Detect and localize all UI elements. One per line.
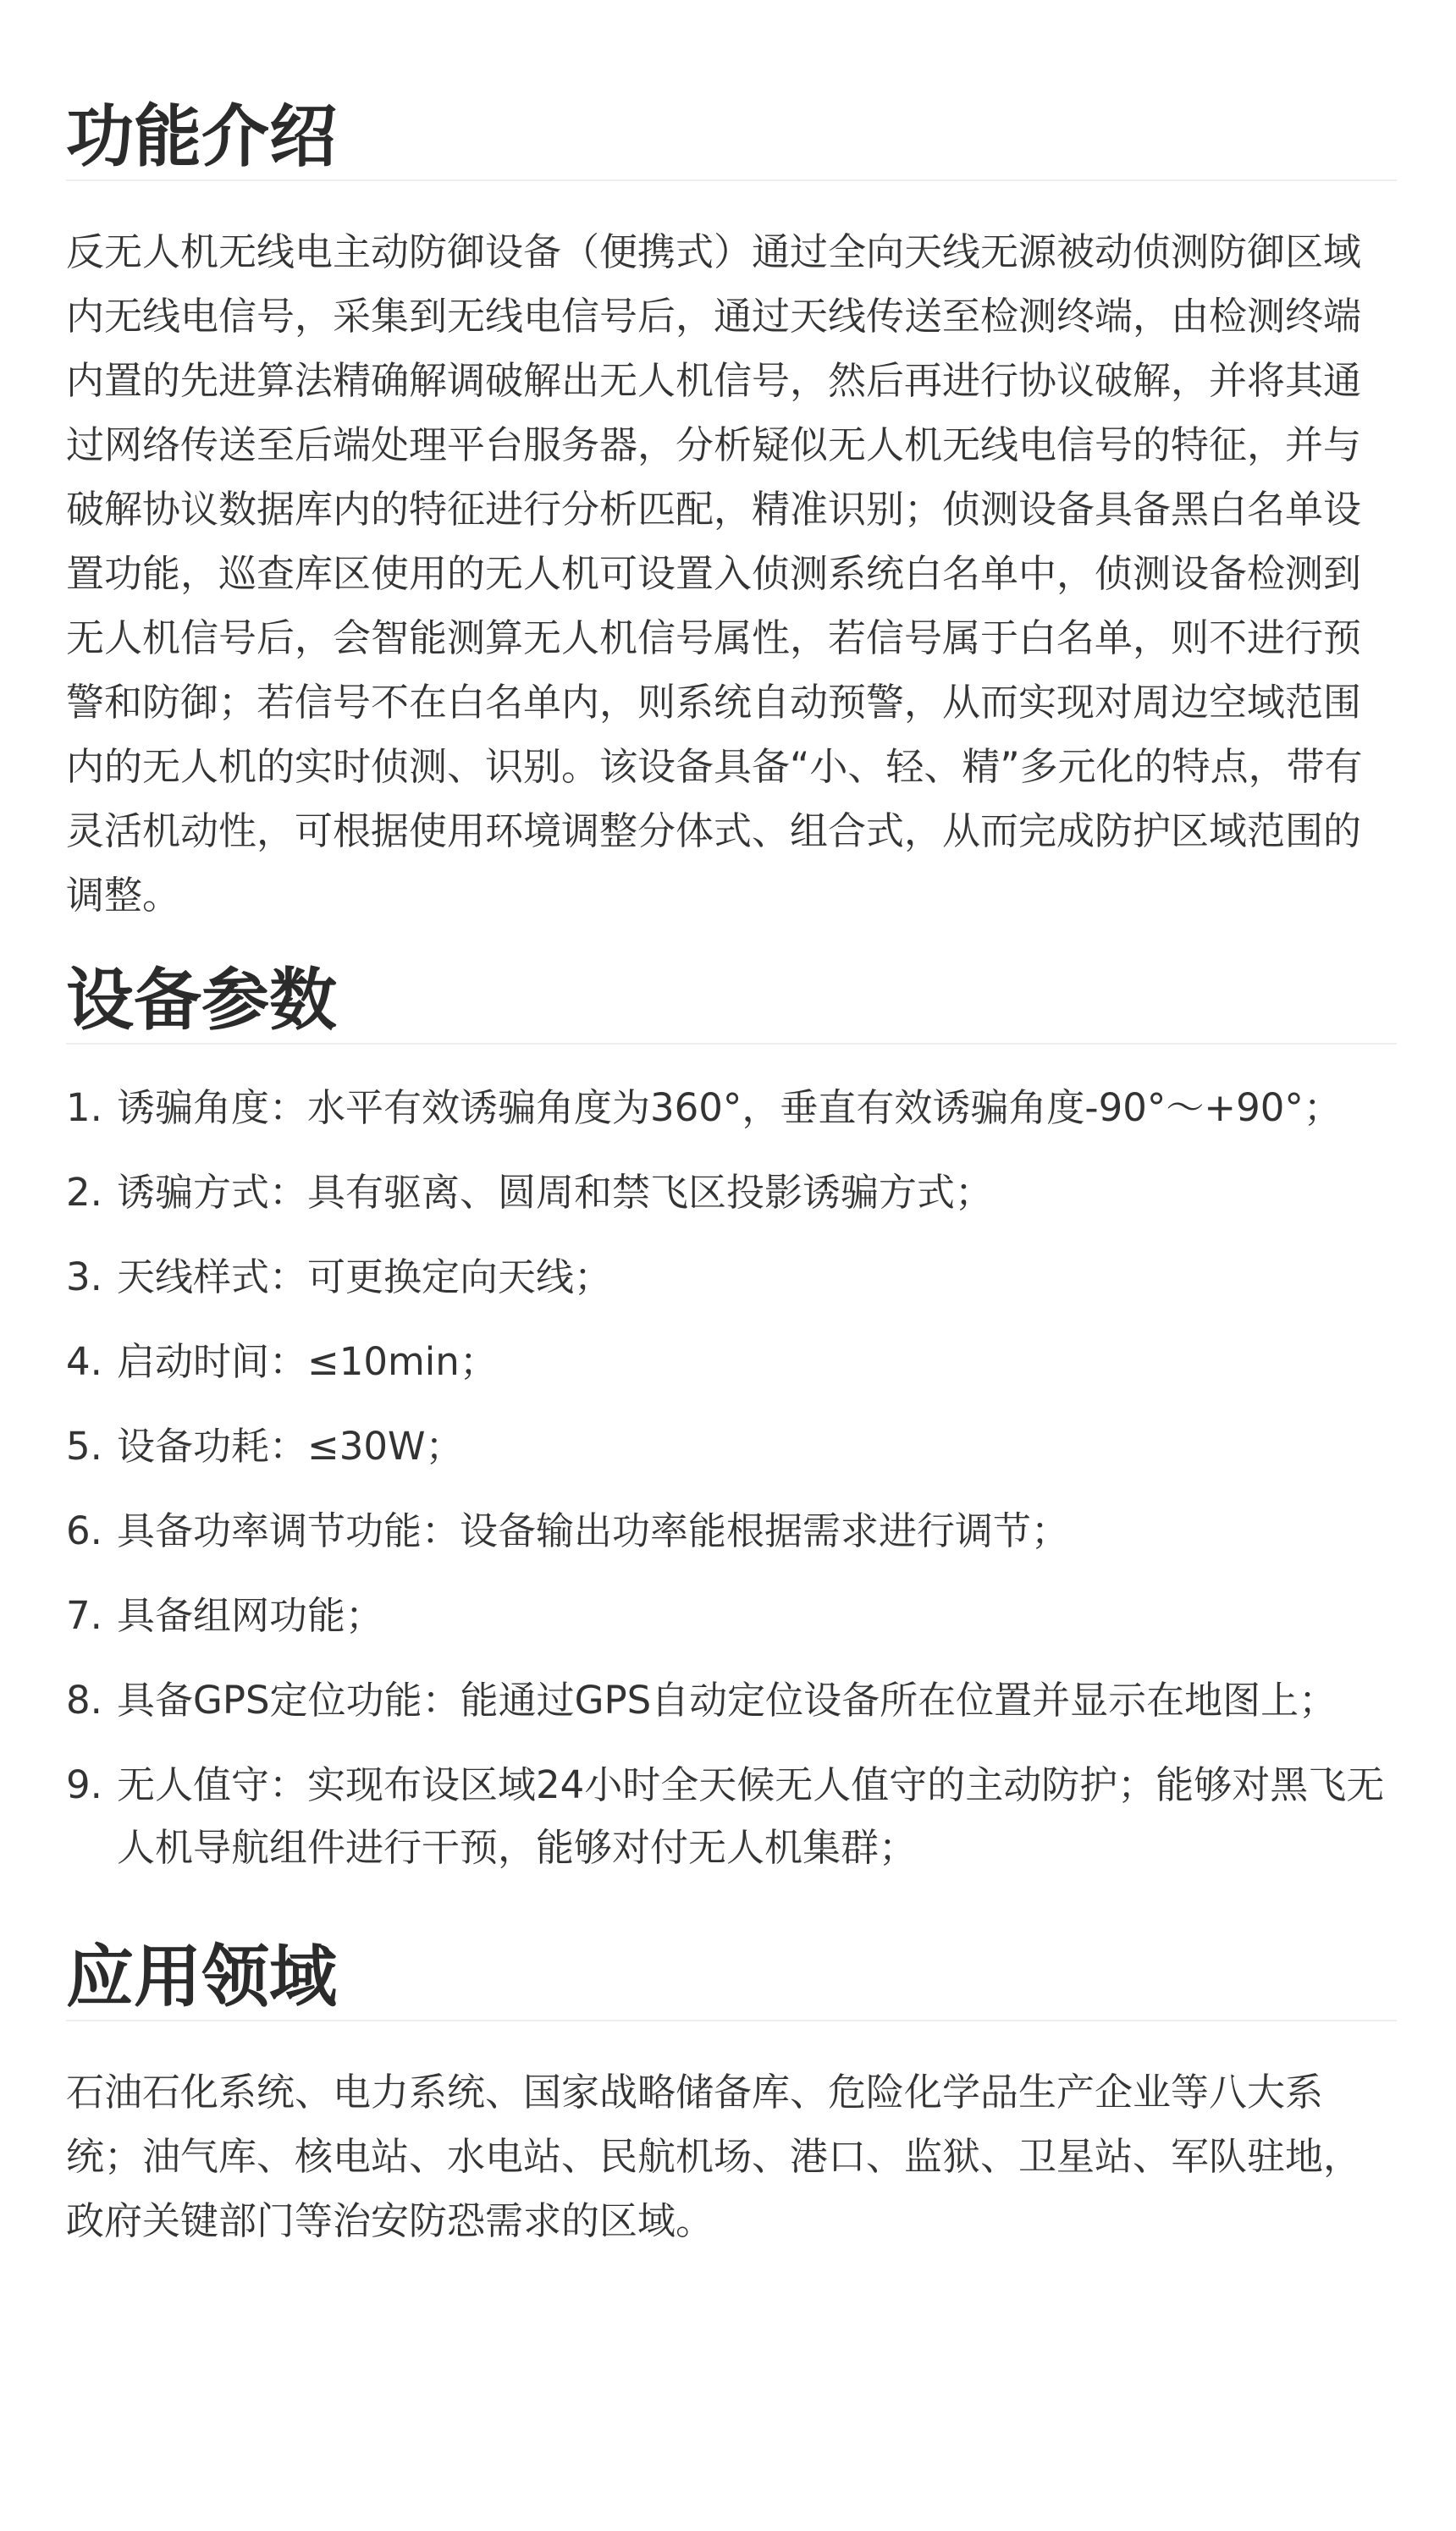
list-item-number: 9. (66, 1762, 102, 1807)
list-item (66, 1415, 1397, 1478)
params-section (66, 928, 1390, 1879)
intro-section (66, 0, 1390, 928)
list-item-text: 具备功率调节功能：设备输出功率能根据需求进行调节； (117, 1508, 1070, 1553)
list-item-text: 具备组网功能； (117, 1593, 384, 1638)
list-item-number: 7. (66, 1593, 102, 1638)
list-item (66, 1331, 1397, 1393)
apps-body: 石油石化系统、电力系统、国家战略储备库、危险化学品生产企业等八大系统；油气库、核电站、水电站、民航机场、港口、监狱、卫星站、军队驻地，政府关键部门等治安防恐需求的区域。 (66, 2070, 1362, 2243)
apps-title: 应用领域 (66, 1935, 1397, 2021)
list-item-number: 8. (66, 1678, 102, 1723)
list-item (66, 1246, 1397, 1309)
list-item-number: 5. (66, 1424, 102, 1469)
list-item (66, 1077, 1397, 1139)
list-item (66, 1585, 1397, 1647)
list-item-text: 具备GPS定位功能：能通过GPS自动定位设备所在位置并显示在地图上； (117, 1678, 1337, 1723)
list-item-number: 6. (66, 1508, 102, 1553)
list-item-text: 无人值守：实现布设区域24小时全天候无人值守的主动防护；能够对黑飞无人机导航组件进行干预，能够对付无人机集群； (117, 1762, 1385, 1870)
params-list (66, 1077, 1397, 1879)
list-item-number: 4. (66, 1339, 102, 1384)
list-item-text: 设备功耗：≤30W； (117, 1424, 464, 1469)
list-item-text: 诱骗方式：具有驱离、圆周和禁飞区投影诱骗方式； (117, 1170, 994, 1215)
intro-title: 功能介绍 (66, 95, 1397, 181)
list-item (66, 1500, 1397, 1563)
list-item (66, 1669, 1397, 1732)
list-item-text: 启动时间：≤10min； (117, 1339, 498, 1384)
list-item-text: 诱骗角度：水平有效诱骗角度为360°，垂直有效诱骗角度-90°～+90°； (117, 1085, 1342, 1130)
list-item-text: 天线样式：可更换定向天线； (117, 1254, 613, 1299)
intro-body: 反无人机无线电主动防御设备（便携式）通过全向天线无源被动侦测防御区域内无线电信号，采集到无线电信号后，通过天线传送至检测终端，由检测终端内置的先进算法精确解调破解出无人机信号，然后再进行协议破解，并将其通过网络传送至后端处理平台服务器，分析疑似无人机无线电信号的特征，并与破解协议数据库内的特征进行分析匹配，精准识别；侦测设备具备黑白名单设置功能，巡查库区使用的无人机可设置入侦测系统白名单中，侦测设备检测到无人机信号后，会智能测算无人机信号属性，若信号属于白名单，则不进行预警和防御；若信号不在白名单内，则系统自动预警，从而实现对周边空域范围内的无人机的实时侦测、识别。该设备具备“小、轻、精”多元化的特点，带有灵活机动性，可根据使用环境调整分体式、组合式，从而完成防护区域范围的调整。 (66, 229, 1363, 918)
params-title: 设备参数 (66, 958, 1397, 1045)
list-item-number: 3. (66, 1254, 102, 1299)
list-item-number: 2. (66, 1170, 102, 1215)
list-item-number: 1. (66, 1085, 102, 1130)
list-item (66, 1754, 1397, 1879)
list-item (66, 1161, 1397, 1224)
apps-section (66, 1901, 1390, 2253)
